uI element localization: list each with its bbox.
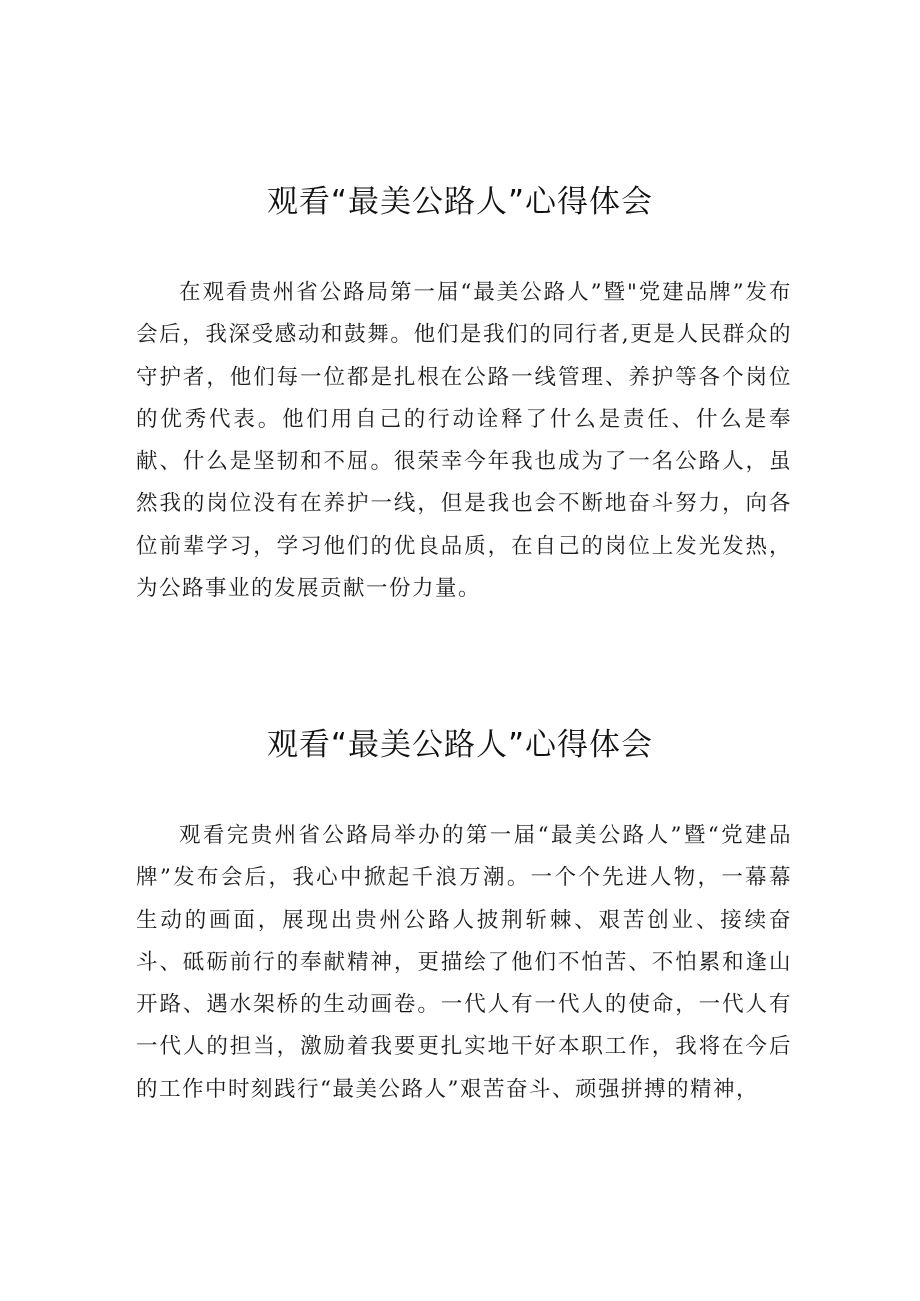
- essay-title-1: 观看“最美公路人”心得体会: [266, 184, 654, 220]
- essay-paragraph-1: 在观看贵州省公路局第一届“最美公路人”暨"党建品牌”发布会后，我深受感动和鼓舞。他们是我们的同行者,更是人民群众的守护者，他们每一位都是扎根在公路一线管理、养护等各个岗位的优秀代表。他们用自己的行动诠释了什么是责任、什么是奉献、什么是坚韧和不屈。很荣幸今年我也成为了一名公路人，虽然我的岗位没有在养护一线，但是我也会不断地奋斗努力，向各位前辈学习，学习他们的优良品质，在自己的岗位上发光发热，为公路事业的发展贡献一份力量。: [136, 280, 792, 602]
- essay-title-2: 观看“最美公路人”心得体会: [266, 727, 654, 763]
- essay-paragraph-2: 观看完贵州省公路局举办的第一届“最美公路人”暨“党建品牌”发布会后，我心中掀起千浪万潮。一个个先进人物，一幕幕生动的画面，展现出贵州公路人披荆斩棘、艰苦创业、接续奋斗、砥砺前行的奉献精神，更描绘了他们不怕苦、不怕累和逢山开路、遇水架桥的生动画卷。一代人有一代人的使命，一代人有一代人的担当，激励着我要更扎实地干好本职工作，我将在今后的工作中时刻践行“最美公路人”艰苦奋斗、顽强拼搏的精神，: [136, 823, 792, 1102]
